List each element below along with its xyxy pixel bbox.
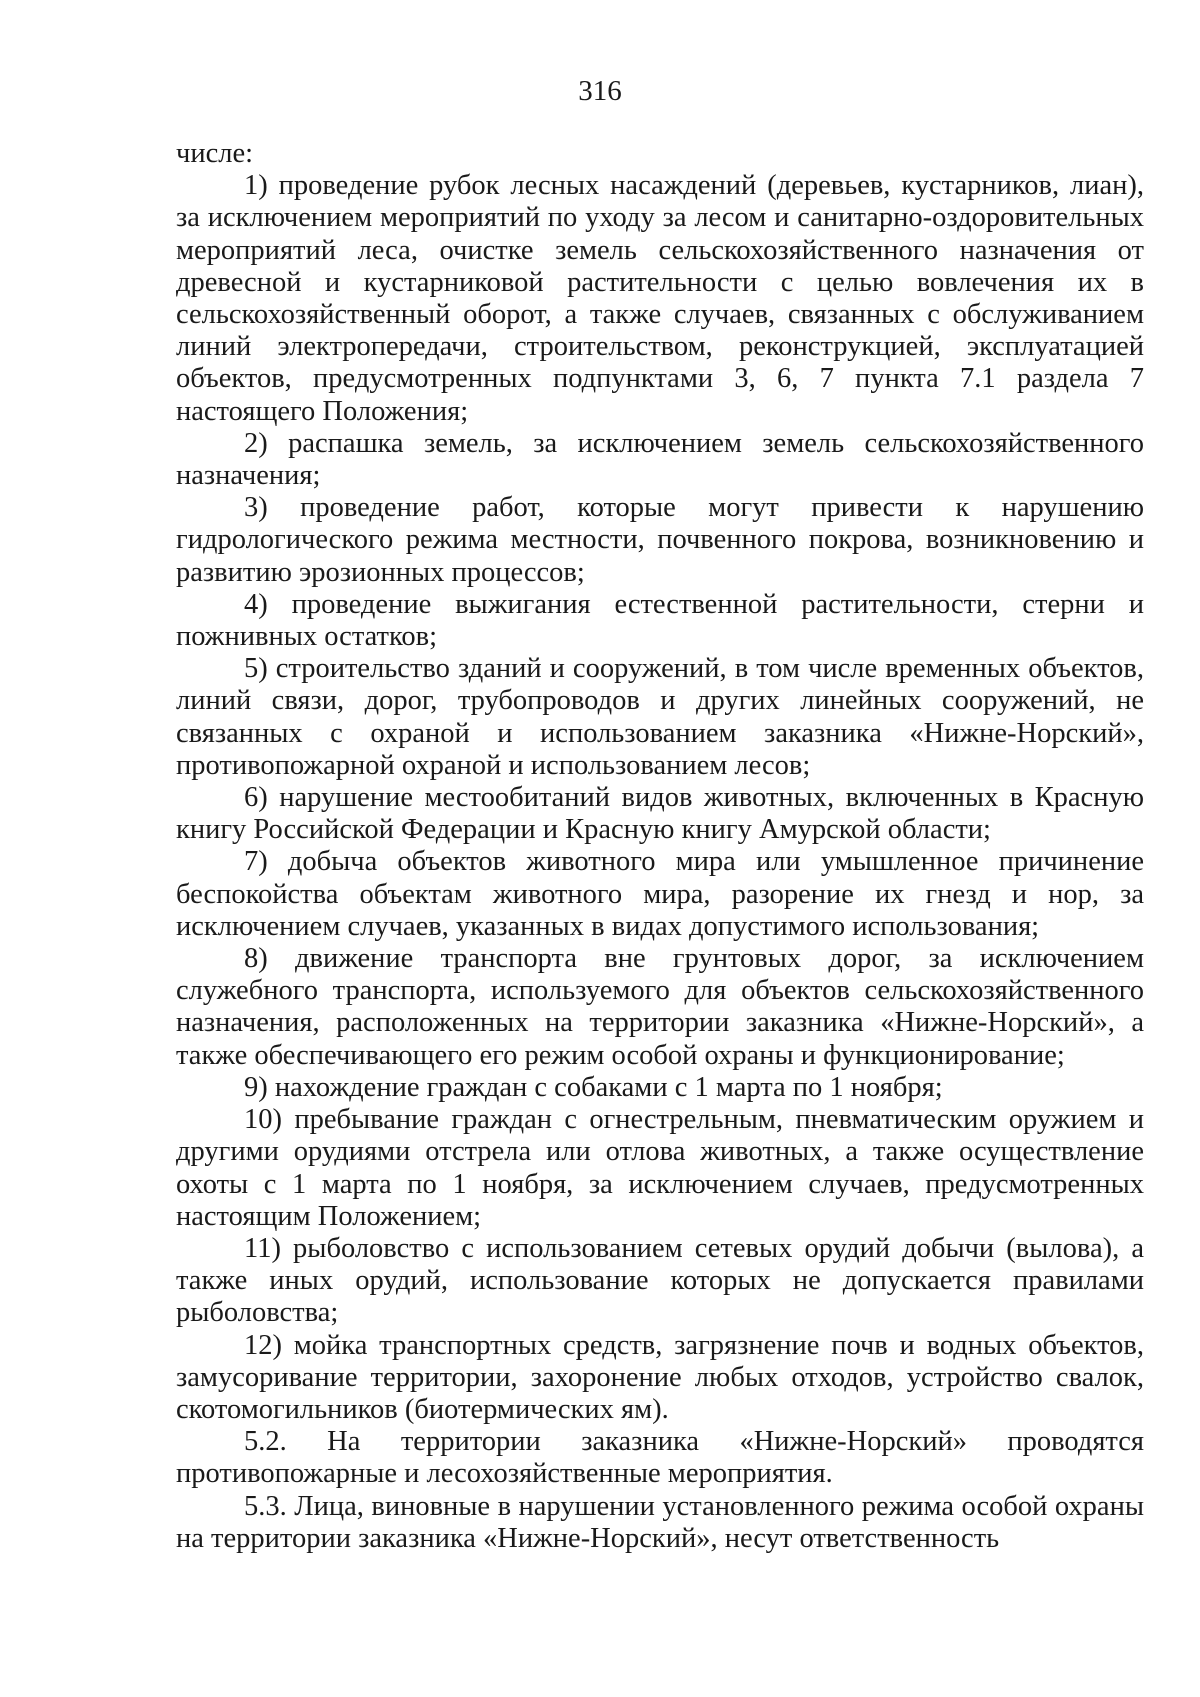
list-item-8: 8) движение транспорта вне грунтовых дорог, за исключением служебного транспорта, используемого для объектов сельскохозяйственного назначения, расположенных на территории заказника «Нижне-Норский», а также обеспечивающего его режим особой охраны и функционирование; [176,943,1144,1071]
list-item-1: 1) проведение рубок лесных насаждений (деревьев, кустарников, лиан), за исключением мероприятий по уходу за лесом и санитарно-оздоровительных мероприятий леса, очистке земель сельскохозяйственного назначения от древесной и кустарниковой растительности с целью вовлечения их в сельскохозяйственный оборот, а также случаев, связанных с обслуживанием линий электропередачи, строительством, реконструкцией, эксплуатацией объектов, предусмотренных подпунктами 3, 6, 7 пункта 7.1 раздела 7 настоящего Положения; [176,170,1144,427]
section-5-3: 5.3. Лица, виновные в нарушении установленного режима особой охраны на территории заказника «Нижне-Норский», несут ответственность [176,1490,1144,1554]
list-item-10: 10) пребывание граждан с огнестрельным, пневматическим оружием и другими орудиями отстрела или отлова животных, а также осуществление охоты с 1 марта по 1 ноября, за исключением случаев, предусмотренных настоящим Положением; [176,1104,1144,1232]
section-5-2: 5.2. На территории заказника «Нижне-Норский» проводятся противопожарные и лесохозяйственные мероприятия. [176,1426,1144,1490]
page-number: 316 [578,75,622,107]
list-item-9: 9) нахождение граждан с собаками с 1 марта по 1 ноября; [244,1071,943,1103]
list-item-6: 6) нарушение местообитаний видов животных, включенных в Красную книгу Российской Федерации и Красную книгу Амурской области; [176,782,1144,846]
list-item-3: 3) проведение работ, которые могут привести к нарушению гидрологического режима местности, почвенного покрова, возникновению и развитию эрозионных процессов; [176,492,1144,588]
list-item-7: 7) добыча объектов животного мира или умышленное причинение беспокойства объектам животного мира, разорение их гнезд и нор, за исключением случаев, указанных в видах допустимого использования; [176,846,1144,942]
paragraph-continuation: числе: [176,138,254,169]
list-item-11: 11) рыболовство с использованием сетевых орудий добычи (вылова), а также иных орудий, использование которых не допускается правилами рыболовства; [176,1232,1144,1329]
list-item-12: 12) мойка транспортных средств, загрязнение почв и водных объектов, замусоривание территории, захоронение любых отходов, устройство свалок, скотомогильников (биотермических ям). [176,1329,1144,1425]
list-item-4: 4) проведение выжигания естественной растительности, стерни и пожнивных остатков; [176,588,1144,653]
list-item-5: 5) строительство зданий и сооружений, в том числе временных объектов, линий связи, дорог, трубопроводов и других линейных сооружений, не связанных с охраной и использованием заказника «Нижне-Норский», противопожарной охраной и использованием лесов; [176,653,1144,781]
list-item-2: 2) распашка земель, за исключением земель сельскохозяйственного назначения; [176,427,1144,492]
document-body [176,138,1144,1555]
